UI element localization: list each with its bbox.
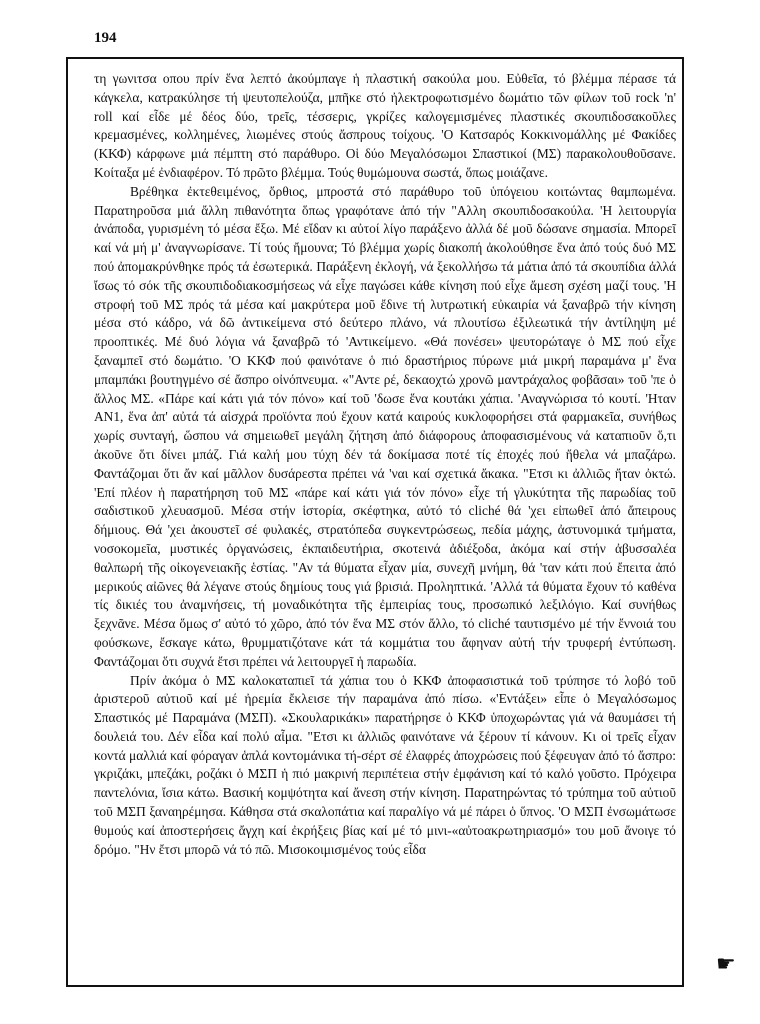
- paragraph: τη γωνιτσα οπου πρίν ἕνα λεπτό ἀκούμπαγε ἡ πλαστική σακούλα μου. Εὐθεῖα, τό βλέμμα πέρασε τά κάγκελα, κατρακύλησε τή ψευτοπελούζα, μπῆκε στό ἠλεκτροφωτισμένο δωμάτιο τῶν φίλων τοῦ rock 'n' roll καί εἶδε μέ δέος δύο, τρεῖς, τέσσερις, γκρίζες καλογεμισμένες πλαστικές σκουπιδοσακοῦλες κρεμασμένες, κολλημένες, λιωμένες στούς ἄσπρους τοίχους. 'Ο Κατσαρός Κοκκινομάλλης μέ Φακίδες (ΚΚΦ) κάρφωνε μιά πέμπτη στό παράθυρο. Οἱ δύο Μεγαλόσωμοι Σπαστικοί (ΜΣ) παρακολουθοῦσανε. Κοίταξα μέ ἐνδιαφέρον. Τό πρῶτο βλέμμα. Τούς θυμώμουνα σωστά, ὅπως μοιάζανε.: [94, 71, 676, 180]
- body-text: [94, 70, 676, 859]
- paragraph: Πρίν ἀκόμα ὁ ΜΣ καλοκαταπιεῖ τά χάπια του ὁ ΚΚΦ ἀποφασιστικά τοῦ τρύπησε τό λοβό τοῦ ἀριστεροῦ αὐτιοῦ καί μέ ἠρεμία ἔκλεισε τήν παραμάνα ἀπό πίσω. «'Εντάξει» εἶπε ὁ Μεγαλόσωμος Σπαστικός μέ Παραμάνα (ΜΣΠ). «Σκουλαρικάκι» παρατήρησε ὁ ΚΚΦ ὑποχωρώντας γιά νά θαυμάσει τή δουλειά του. Δέν εἶδα καί πολύ αἷμα. "Ετσι κι ἀλλιῶς φαινότανε νά ξέρουν τί κάνουν. Κι οἱ τρεῖς εἶχαν κοντά μαλλιά καί φόραγαν ἁπλά κοντομάνικα τή-σέρτ σέ ἐλαφρές ἀποχρώσεις πού ξέφευγαν ἀπό τό ἄσπρο: γκριζάκι, μπεζάκι, ροζάκι ὁ ΜΣΠ ἡ πιό μακρινή περιπέτεια στήν ἐμφάνιση καί τό καλό γοῦστο. Πρόχειρα παντελόνια, ἴσια κάτω. Βασική κομψότητα καί ἄνεση στήν κίνηση. Παρατηρώντας τό τρύπημα τοῦ αὐτιοῦ τοῦ ΜΣΠ ξαναηρέμησα. Κάθησα στά σκαλοπάτια καί παραλίγο νά μέ πάρει ὁ ὕπνος. 'Ο ΜΣΠ ἐνσωμάτωσε θυμούς καί ἀποστερήσεις ἄγχη καί ἐκρήξεις βίας καί μέ τό μινι-«αὐτοακρωτηριασμό» του μοῦ ἄνοιγε τό δρόμο. "Ην ἔτσι μπορῶ νά τό πῶ. Μισοκοιμισμένος τούς εἶδα: [94, 672, 676, 857]
- pointing-hand-icon: ☛: [716, 952, 736, 977]
- paragraph: Βρέθηκα ἐκτεθειμένος, ὄρθιος, μπροστά στό παράθυρο τοῦ ὑπόγειου κοιτώντας θαμπωμένα. Παρατηροῦσα μιά ἄλλη πιθανότητα ὅπως γραφότανε ἀπό τήν "Αλλη σκουπιδοσακούλα. 'Η λειτουργία ἀνάποδα, γυρισμένη τό μέσα ἔξω. Μέ εἴδαν κι αὐτοί λίγο παράξενο ἀλλά δέ μοῦ δώσανε σημασία. Μπορεῖ καί νά μή μ' ἀναγνωρίσανε. Τί τούς ἤμουνα; Τό βλέμμα χωρίς διακοπή ἀκολούθησε ἕνα ἀπό τούς δυό ΜΣ πού ἀπομακρύνθηκε πρός τά ἐσωτερικά. Παράξενη ἐκλογή, νά ξεκολλήσω τά μάτια ἀπό τά σκουπίδια ἀλλά ἴσως τό σόκ τῆς σκουπιδοδιακοσμήσεως νά εἶχε παγώσει κάθε κίνηση πού εἶχε ἄμεση σχέση μαζί τους. 'Η στροφή τοῦ ΜΣ πρός τά μέσα καί μακρύτερα μοῦ ἔδινε τή λυτρωτική εὐκαιρία νά ξαναβρῶ τήν κίνηση μέσα στό κάδρο, νά δῶ ἀντικείμενα στό δεύτερο πλάνο, νά πλουτίσω ἐξιλεωτικά τήν ἀντίληψη μέ προοπτικές. Μέ δυό λόγια νά ξαναβρῶ τό 'Αντικείμενο. «Θά πονέσει» ψευτορώταγε ὁ ΜΣ πού εἶχε ξαναμπεῖ στό δωμάτιο. 'Ο ΚΚΦ πού φαινότανε ὁ πιό δραστήριος πύρωνε μιά μικρή παραμάνα μ' ἕνα μπαμπάκι βουτηγμένο σέ ἄσπρο οἰνόπνευμα. «"Αντε ρέ, δεκαοχτώ χρονῶ μαντράχαλος φοβᾶσαι» τοῦ 'πε ὁ ἄλλος ΜΣ. «Πάρε καί κάτι γιά τόν πόνο» καί τοῦ 'δωσε ἕνα κουτάκι χάπια. 'Αναγνώρισα τό κουτί. 'Ηταν ΑΝ1, ἕνα ἀπ' αὐτά τά αἰσχρά προϊόντα πού ἔχουν κατά καιρούς κυκλοφορήσει στά φαρμακεῖα, συνήθως χωρίς συνταγή, ὥσπου νά σημειωθεῖ μεγάλη ζήτηση ἀπό διάφορους ἀποφασισμένους νά καταπιοῦν ὅ,τι ἀκοῦνε ὅτι δίνει μπάζ. Γιά καλή μου τύχη δέν τά δοκίμασα ποτέ τίς ἐποχές πού ἤθελα νά μπαζάρω. Φαντάζομαι ὅτι ἄν καί μᾶλλον δυσάρεστα πρέπει νά 'ναι καί σχετικά ἄκακα. "Ετσι κι ἀλλιῶς ἤταν ὀκτώ. 'Επί πλέον ἡ παρατήρηση τοῦ ΜΣ «πάρε καί κάτι γιά τόν πόνο» εἶχε τή γλυκύτητα τῆς παρωδίας τοῦ σαδιστικοῦ χλευασμοῦ. Μέσα στήν ἱστορία, σκέφτηκα, αὐτό τό cliché θά 'χει εἰπωθεῖ ἀπό ἄπειρους δήμιους. Θά 'χει ἀκουστεῖ σέ φυλακές, στρατόπεδα συγκεντρώσεως, πεδία μάχης, ἀστυνομικά τμήματα, νοσοκομεῖα, μυστικές ὀργανώσεις, ἐκπαιδευτήρια, σκοτεινά ἀδιέξοδα, ἀκόμα καί στήν ἀβυσσαλέα θαλπωρή τῆς οἰκογενειακῆς ἑστίας. "Αν τά θύματα εἶχαν μία, συνεχῆ μνήμη, θά 'ταν κάτι πού ἔπειτα ἀπό μερικούς αἰῶνες θά λέγανε στούς δημίους τους γιά βρισιά. Προληπτικά. 'Αλλά τά θύματα ἔχουν τό καθένα τίς δικιές του ἀναμνήσεις, τή μοναδικότητα τῆς ἐμπειρίας τους, προσωπικό λεξιλόγιο. Καί συνήθως ξεχνᾶνε. Μέσα ὅμως σ' αὐτό τό χῶρο, ἀπό τόν ἕνα ΜΣ στόν ἄλλο, τό cliché ταυτισμένο μέ τήν ἔννοιά του φούσκωνε, ἔσκαγε κάτω, θρυμματιζότανε κάτ τά κομμάτια του ἄφηναν αὐτή τήν τρυφερή ἐντύπωση. Φαντάζομαι ὅτι συχνά ἔτσι πρέπει νά λειτουργεῖ ἡ παρωδία.: [94, 183, 676, 669]
- page-number: 194: [94, 30, 117, 46]
